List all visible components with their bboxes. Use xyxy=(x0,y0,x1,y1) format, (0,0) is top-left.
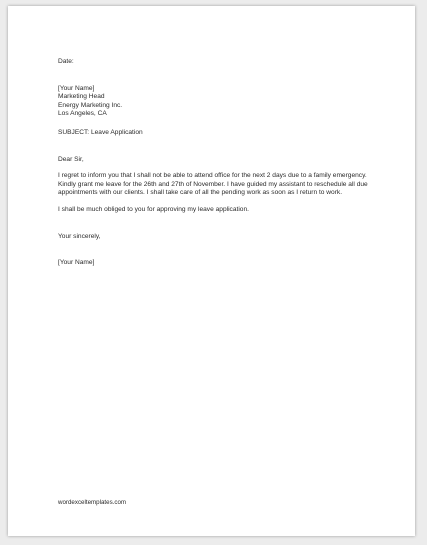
subject-line: SUBJECT: Leave Application xyxy=(58,128,143,136)
document-page xyxy=(8,6,415,536)
recipient-title: Marketing Head xyxy=(58,93,105,101)
letter-body xyxy=(58,58,380,268)
salutation: Dear Sir, xyxy=(58,155,84,163)
sender-name: [Your Name] xyxy=(58,84,95,92)
signature-name: [Your Name] xyxy=(58,259,95,267)
recipient-city: Los Angeles, CA xyxy=(58,110,107,118)
date-label: Date: xyxy=(58,58,74,65)
closing: Your sincerely, xyxy=(58,232,101,240)
body-paragraph: I shall be much obliged to you for approving my leave application. xyxy=(58,205,249,213)
recipient-company: Energy Marketing Inc. xyxy=(58,101,123,109)
body-paragraph: I regret to inform you that I shall not be able to attend office for the next 2 days due to a family emergency. Kindly grant me leave for the 26th and 27th of November. I have guided my assistant to reschedule all due appointments with our clients. I shall take care of all the pending work as soon as I return to work. xyxy=(58,172,368,197)
footer-website: wordexceltemplates.com xyxy=(58,499,127,506)
